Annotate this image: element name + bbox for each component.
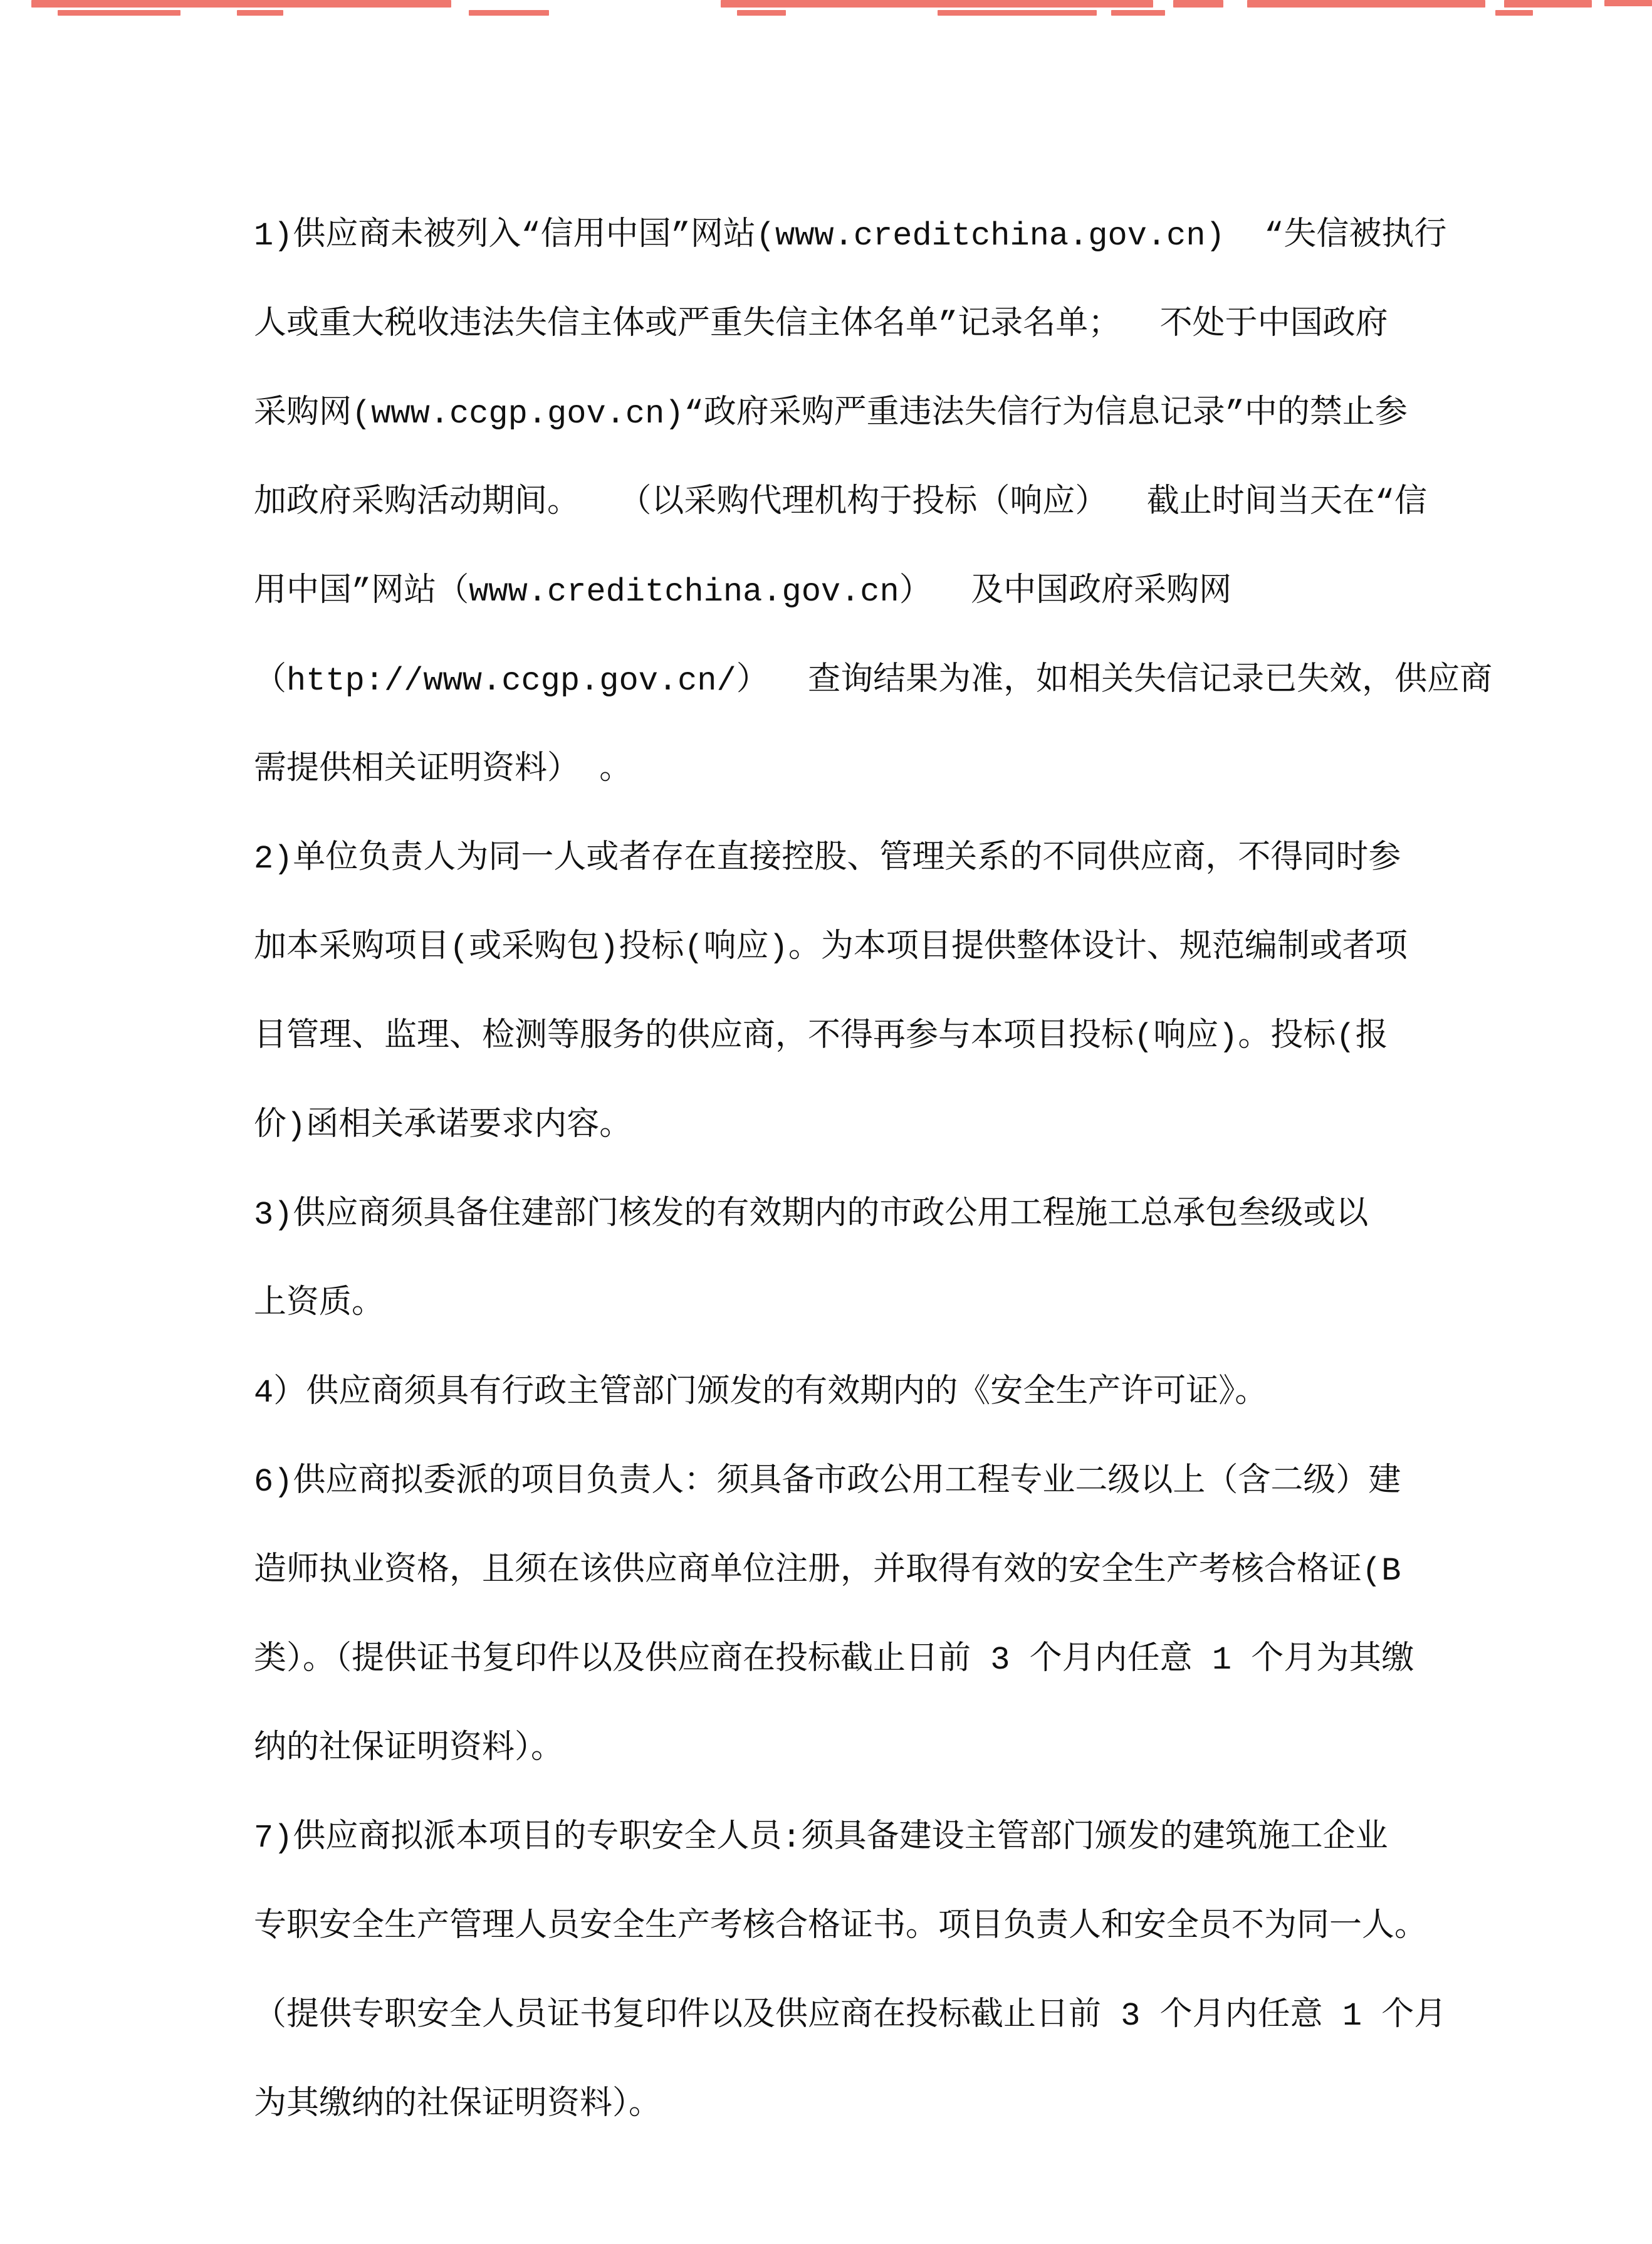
- text-line-16: 造师执业资格，且须在该供应商单位注册，并取得有效的安全生产考核合格证(B: [254, 1553, 1401, 1590]
- text-line-19: 7)供应商拟派本项目的专职安全人员:须具备建设主管部门颁发的建筑施工企业: [254, 1820, 1388, 1857]
- text-line-14: 4）供应商须具有行政主管部门颁发的有效期内的《安全生产许可证》。: [254, 1375, 1268, 1412]
- text-line-8: 2)单位负责人为同一人或者存在直接控股、管理关系的不同供应商，不得同时参: [254, 841, 1401, 878]
- scan-mark: [1604, 0, 1652, 6]
- scan-mark: [58, 10, 180, 16]
- text-line-2: 人或重大税收违法失信主体或严重失信主体名单”记录名单； 不处于中国政府: [254, 307, 1388, 343]
- text-line-18: 纳的社保证明资料）。: [254, 1731, 564, 1768]
- scan-artifact-marks: [0, 0, 1652, 19]
- text-line-4: 加政府采购活动期间。 （以采购代理机构于投标（响应） 截止时间当天在“信: [254, 485, 1428, 522]
- text-line-22: 为其缴纳的社保证明资料）。: [254, 2087, 662, 2124]
- text-line-3: 采购网(www.ccgp.gov.cn)“政府采购严重违法失信行为信息记录”中的禁止参: [254, 396, 1408, 433]
- text-line-21: （提供专职安全人员证书复印件以及供应商在投标截止日前 3 个月内任意 1 个月: [254, 1998, 1447, 2035]
- text-line-17: 类）。（提供证书复印件以及供应商在投标截止日前 3 个月内任意 1 个月为其缴: [254, 1642, 1414, 1679]
- text-line-5: 用中国”网站（www.creditchina.gov.cn） 及中国政府采购网: [254, 574, 1232, 611]
- text-line-6: （http://www.ccgp.gov.cn/） 查询结果为准，如相关失信记录已失效，供应商: [254, 663, 1493, 700]
- text-line-1: 1)供应商未被列入“信用中国”网站(www.creditchina.gov.cn) “失信被执行: [254, 218, 1447, 254]
- scan-mark: [721, 0, 1153, 8]
- document-body: [254, 192, 1493, 2150]
- scan-mark: [1111, 10, 1165, 16]
- scan-mark: [237, 10, 283, 16]
- scan-mark: [737, 10, 786, 16]
- text-line-11: 价)函相关承诺要求内容。: [254, 1108, 632, 1145]
- text-line-7: 需提供相关证明资料） 。: [254, 752, 632, 789]
- scan-mark: [1495, 10, 1533, 16]
- text-line-20: 专职安全生产管理人员安全生产考核合格证书。项目负责人和安全员不为同一人。: [254, 1909, 1428, 1946]
- text-line-15: 6)供应商拟委派的项目负责人：须具备市政公用工程专业二级以上（含二级）建: [254, 1464, 1401, 1501]
- text-line-12: 3)供应商须具备住建部门核发的有效期内的市政公用工程施工总承包叁级或以: [254, 1197, 1369, 1234]
- text-line-9: 加本采购项目(或采购包)投标(响应)。为本项目提供整体设计、规范编制或者项: [254, 930, 1408, 967]
- scan-mark: [469, 10, 549, 16]
- scan-mark: [1173, 0, 1223, 8]
- scan-mark: [1504, 0, 1592, 8]
- scan-mark: [938, 10, 1097, 16]
- scan-mark: [1247, 0, 1485, 8]
- text-line-13: 上资质。: [254, 1286, 385, 1323]
- text-line-10: 目管理、监理、检测等服务的供应商，不得再参与本项目投标(响应)。投标(报: [254, 1019, 1388, 1056]
- scan-mark: [31, 0, 451, 8]
